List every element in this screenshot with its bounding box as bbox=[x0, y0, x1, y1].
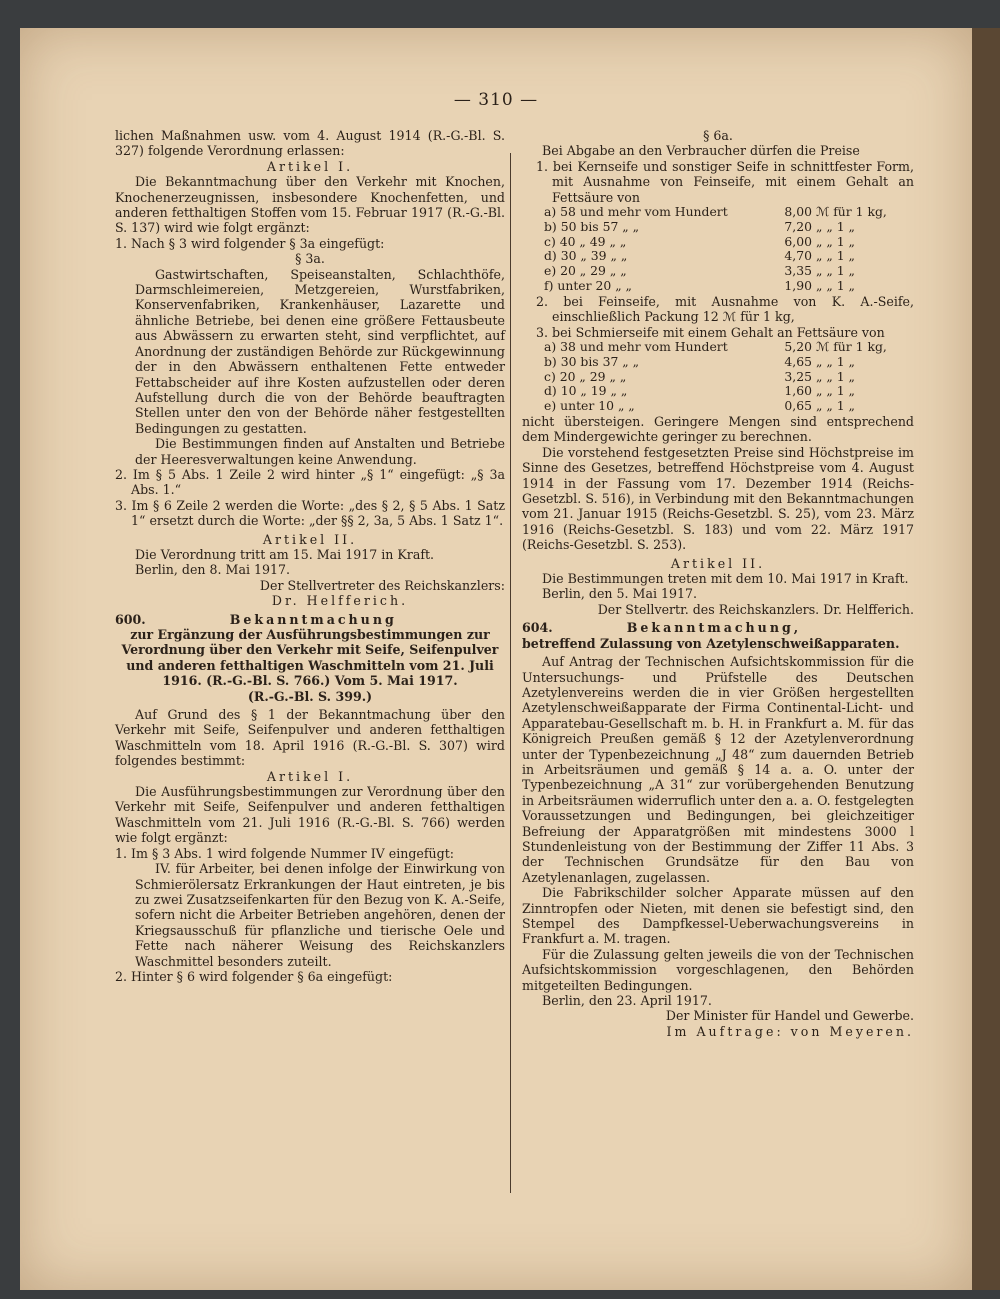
price-row bbox=[544, 384, 891, 399]
paragraph: Die Fabrikschilder solcher Apparate müssen auf den Zinntropfen oder Nieten, mit denen sie befestigt sind, den Stempel des Dampfkessel-Ueberwachungsvereins in Frankfurt a. M. tragen. bbox=[522, 885, 914, 947]
price-value-cell: 3,35 bbox=[784, 263, 812, 279]
paragraph: Die vorstehend festgesetzten Preise sind Höchstpreise im Sinne des Gesetzes, betreffend Höchstpreise vom 4. August 1914 in der Fassung vom 17. Dezember 1914 (Reichs-Gesetzbl. S. 516), in Verbindung mit den Bekanntmachungen vom 21. Januar 1915 (Reichs-Gesetzbl. S. 25), vom 23. März 1916 (Reichs-Gesetzbl. S. 183) und vom 22. März 1917 (Reichs-Gesetzbl. S. 253). bbox=[522, 444, 914, 553]
announcement-title: betreffend Zulassung von Azetylenschweißapparaten. bbox=[522, 635, 900, 651]
price-range-cell: f) unter 20 „ „ bbox=[544, 278, 632, 294]
price-value-cell: 1,60 bbox=[784, 383, 812, 399]
intro-text: lichen Maßnahmen usw. vom 4. August 1914 (R.-G.-Bl. S. 327) folgende Verordnung erlassen: bbox=[115, 128, 505, 159]
price-table-kernseife bbox=[544, 205, 891, 294]
price-unit-cell: ℳ für 1 kg, bbox=[816, 339, 887, 355]
announcement-heading: Bekanntmachung bbox=[229, 611, 397, 627]
price-row bbox=[544, 220, 891, 235]
price-value-cell: 5,20 bbox=[784, 339, 812, 355]
price-unit-cell: „ „ 1 „ bbox=[816, 398, 855, 414]
list-item: 3. Im § 6 Zeile 2 werden die Worte: „des § 2, § 5 Abs. 1 Satz 1“ ersetzt durch die Worte: „der §§ 2, 3a, 5 Abs. 1 Satz 1“. bbox=[115, 497, 505, 529]
paragraph: Gastwirtschaften, Speiseanstalten, Schlachthöfe, Darmschleimereien, Metzgereien, Wurstfabriken, Konservenfabriken, Krankenhäuser, Lazarette und ähnliche Betriebe, bei denen eine größere Fettausbeute aus Abwässern zu erwarten steht, sind verpflichtet, auf Anordnung der zuständigen Behörde zur Rückgewinnung der in den Abwässern enthaltenen Fette entweder Fettabscheider auf ihre Kosten aufzustellen oder deren Aufstellung durch die von der Behörde beauftragten Stellen unter den von der Behörde näher festgestellten Bedingungen zu gestatten. bbox=[135, 266, 505, 436]
price-table-schmierseife bbox=[544, 340, 891, 414]
list-item: 1. Nach § 3 wird folgender § 3a eingefügt: bbox=[115, 235, 385, 251]
price-row bbox=[544, 249, 891, 264]
list-item: 2. Hinter § 6 wird folgender § 6a eingefügt: bbox=[115, 968, 393, 984]
price-value-cell: 1,90 bbox=[784, 278, 812, 294]
article-heading: Artikel II. bbox=[262, 531, 358, 547]
entry-number: 604. bbox=[522, 620, 553, 636]
price-unit-cell: „ „ 1 „ bbox=[816, 353, 855, 369]
price-row bbox=[544, 279, 891, 294]
price-range-cell: d) 10 „ 19 „ „ bbox=[544, 383, 628, 399]
paragraph: Auf Grund des § 1 der Bekanntmachung über den Verkehr mit Seife, Seifenpulver und anderen fetthaltigen Waschmitteln vom 18. April 1916 (R.-G.-Bl. S. 307) wird folgendes bestimmt: bbox=[115, 707, 505, 769]
price-range-cell: a) 58 und mehr vom Hundert bbox=[544, 204, 728, 220]
paragraph: Die Verordnung tritt am 15. Mai 1917 in Kraft. bbox=[135, 546, 435, 562]
price-value-cell: 3,25 bbox=[784, 368, 812, 384]
paragraph: Bei Abgabe an den Verbraucher dürfen die Preise bbox=[542, 143, 860, 159]
left-column bbox=[115, 128, 505, 984]
paragraph: IV. für Arbeiter, bei denen infolge der Einwirkung von Schmierölersatz Erkrankungen der Haut eintreten, je bis zu zwei Zusatzseifenkarten für den Bezug von K. A.-Seife, sofern nicht die Arbeiter Betrieben angehören, denen der Kriegsausschuß für pflanzliche und tierische Oele und Fette nach näherer Weisung des Reichskanzlers Waschmittel besonders zuteilt. bbox=[135, 861, 505, 969]
book-edge bbox=[972, 28, 1000, 1290]
article-heading: Artikel I. bbox=[266, 768, 354, 784]
section-heading: § 6a. bbox=[703, 128, 733, 143]
paragraph: Für die Zulassung gelten jeweils die von der Technischen Aufsichtskommission vorgeschlagenen, den Behörden mitgeteilten Bedingungen. bbox=[522, 946, 914, 993]
announcement-heading: Bekanntmachung, bbox=[626, 620, 802, 636]
price-unit-cell: „ „ 1 „ bbox=[816, 263, 855, 279]
price-unit-cell: „ „ 1 „ bbox=[816, 368, 855, 384]
paragraph: Die Bestimmungen finden auf Anstalten und Betriebe der Heeresverwaltungen keine Anwendung. bbox=[135, 436, 505, 467]
price-range-cell: b) 30 bis 37 „ „ bbox=[544, 353, 640, 369]
paragraph: Die Ausführungsbestimmungen zur Verordnung über den Verkehr mit Seife, Seifenpulver und anderen fetthaltigen Waschmitteln vom 21. Juli 1916 (R.-G.-Bl. S. 766) werden wie folgt ergänzt: bbox=[115, 784, 505, 846]
list-item: 2. bei Feinseife, mit Ausnahme von K. A.-Seife, einschließlich Packung 12 ℳ für 1 kg, bbox=[536, 293, 914, 325]
price-row bbox=[544, 205, 891, 220]
announcement-title: zur Ergänzung der Ausführungsbestimmungen zur Verordnung über den Verkehr mit Seife, Seifenpulver und anderen fetthaltigen Waschmitteln vom 21. Juli 1916. (R.-G.-Bl. S. 766.) Vom 5. Mai 1917. bbox=[121, 627, 499, 689]
paragraph: nicht übersteigen. Geringere Mengen sind entsprechend dem Mindergewichte geringer zu berechnen. bbox=[522, 414, 914, 445]
list-item: 1. bei Kernseife und sonstiger Seife in schnittfester Form, mit Ausnahme von Feinseife, mit einem Gehalt an Fettsäure von bbox=[536, 158, 914, 205]
price-range-cell: e) 20 „ 29 „ „ bbox=[544, 263, 627, 279]
price-value-cell: 7,20 bbox=[784, 218, 812, 234]
price-range-cell: a) 38 und mehr vom Hundert bbox=[544, 339, 728, 355]
price-row bbox=[544, 340, 891, 355]
price-row bbox=[544, 399, 891, 414]
price-unit-cell: „ „ 1 „ bbox=[816, 233, 855, 249]
price-unit-cell: „ „ 1 „ bbox=[816, 278, 855, 294]
place-date: Berlin, den 5. Mai 1917. bbox=[542, 586, 698, 602]
signatory-title: Der Stellvertreter des Reichskanzlers: bbox=[259, 577, 505, 593]
signatory-title: Der Minister für Handel und Gewerbe. bbox=[665, 1008, 914, 1024]
place-date: Berlin, den 23. April 1917. bbox=[542, 993, 712, 1009]
right-column bbox=[522, 128, 914, 1039]
price-unit-cell: „ „ 1 „ bbox=[816, 218, 855, 234]
list-item: 1. Im § 3 Abs. 1 wird folgende Nummer IV eingefügt: bbox=[115, 845, 455, 861]
article-heading: Artikel II. bbox=[670, 555, 766, 571]
price-range-cell: c) 40 „ 49 „ „ bbox=[544, 233, 627, 249]
price-range-cell: d) 30 „ 39 „ „ bbox=[544, 248, 628, 264]
list-item: 2. Im § 5 Abs. 1 Zeile 2 wird hinter „§ 1“ eingefügt: „§ 3a Abs. 1.“ bbox=[115, 466, 505, 498]
section-heading: § 3a. bbox=[295, 251, 325, 267]
price-value-cell: 4,70 bbox=[784, 248, 812, 264]
price-range-cell: b) 50 bis 57 „ „ bbox=[544, 218, 640, 234]
entry-number: 600. bbox=[115, 611, 146, 627]
price-value-cell: 0,65 bbox=[784, 398, 812, 414]
price-unit-cell: „ „ 1 „ bbox=[816, 248, 855, 264]
article-heading: Artikel I. bbox=[266, 158, 354, 174]
paragraph: Die Bestimmungen treten mit dem 10. Mai 1917 in Kraft. bbox=[542, 571, 909, 587]
list-item: 3. bei Schmierseife mit einem Gehalt an Fettsäure von bbox=[536, 324, 885, 340]
price-unit-cell: „ „ 1 „ bbox=[816, 383, 855, 399]
signature: Der Stellvertr. des Reichskanzlers. Dr. Helfferich. bbox=[597, 601, 914, 617]
price-value-cell: 4,65 bbox=[784, 353, 812, 369]
price-value-cell: 8,00 bbox=[784, 204, 812, 220]
page-number: — 310 — bbox=[453, 90, 539, 110]
document-page bbox=[20, 28, 972, 1290]
signature: Im Auftrage: von Meyeren. bbox=[666, 1023, 914, 1039]
announcement-reference: (R.-G.-Bl. S. 399.) bbox=[247, 688, 373, 704]
column-divider bbox=[510, 153, 511, 1193]
price-range-cell: e) unter 10 „ „ bbox=[544, 398, 635, 414]
price-unit-cell: ℳ für 1 kg, bbox=[816, 204, 887, 220]
price-row bbox=[544, 235, 891, 250]
paragraph: Die Bekanntmachung über den Verkehr mit Knochen, Knochenerzeugnissen, insbesondere Knochenfetten, und anderen fetthaltigen Stoffen vom 15. Februar 1917 (R.-G.-Bl. S. 137) wird wie folgt ergänzt: bbox=[115, 174, 505, 236]
place-date: Berlin, den 8. Mai 1917. bbox=[135, 562, 291, 578]
price-row bbox=[544, 355, 891, 370]
price-value-cell: 6,00 bbox=[784, 233, 812, 249]
price-row bbox=[544, 264, 891, 279]
price-row bbox=[544, 370, 891, 385]
signature: Dr. Helfferich. bbox=[271, 593, 409, 609]
paragraph: Auf Antrag der Technischen Aufsichtskommission für die Untersuchungs- und Prüfstelle des Deutschen Azetylenvereins werden die in vier Größen hergestellten Azetylenschweißapparate der Firma Continental-Licht- und Apparatebau-Gesellschaft m. b. H. in Frankfurt a. M. für das Königreich Preußen gemäß § 12 der Azetylenverordnung unter der Typenbezeichnung „J 48“ zum dauernden Betrieb in Arbeitsräumen und gemäß § 14 a. a. O. unter der Typenbezeichnung „A 31“ zur vorübergehenden Benutzung in Arbeitsräumen widerruflich unter den a. a. O. festgelegten Voraussetzungen und Bedingungen, bei gleichzeitiger Befreiung der Apparatgrößen mit mindestens 3000 l Stundenleistung von der Bestimmung der Ziffer 11 Abs. 3 der Technischen Grundsätze für den Bau von Azetylenanlagen, zugelassen. bbox=[522, 654, 914, 885]
price-range-cell: c) 20 „ 29 „ „ bbox=[544, 368, 627, 384]
